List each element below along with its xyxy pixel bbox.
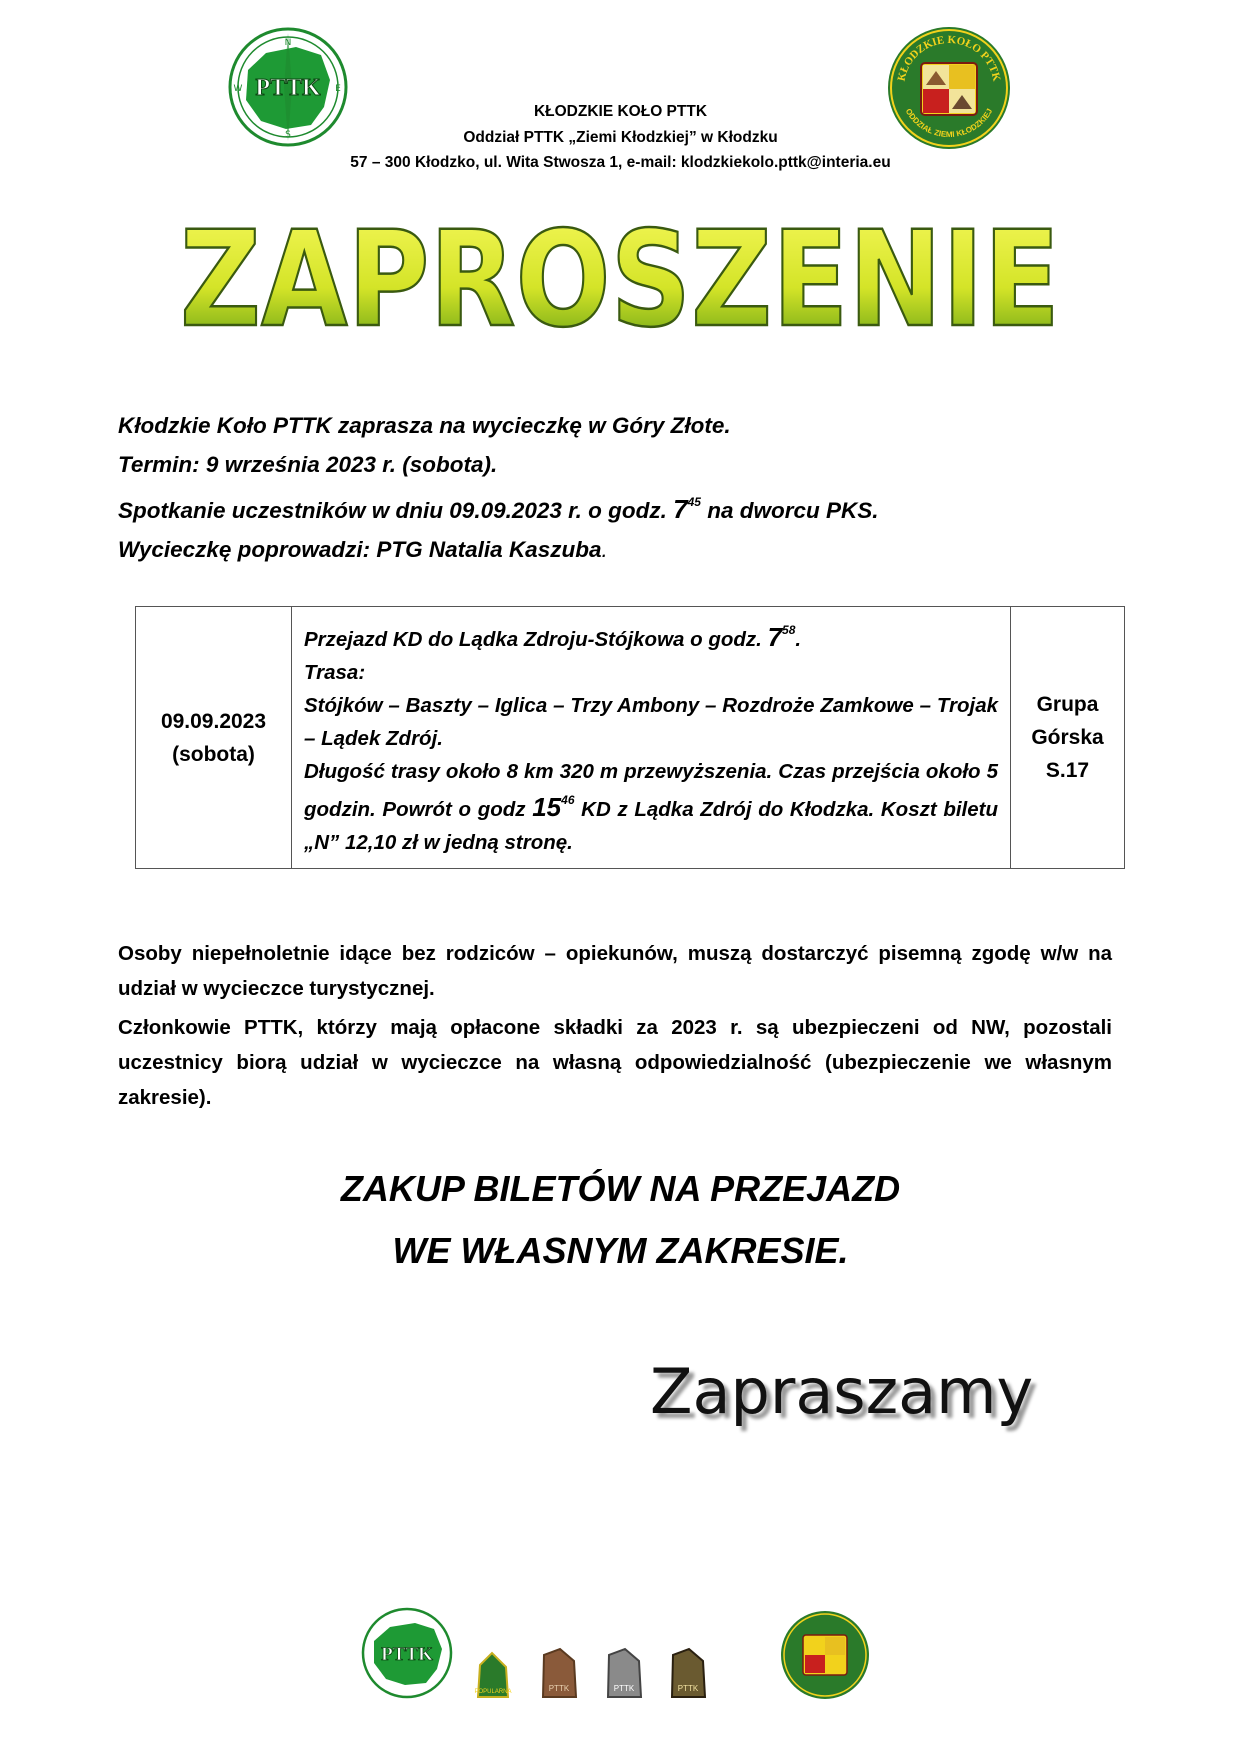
trip-table	[135, 606, 1125, 869]
badge-gold-icon	[672, 1649, 705, 1697]
svg-text:S: S	[285, 130, 291, 140]
trip-group-cell	[1011, 607, 1125, 869]
trip-transfer: Przejazd KD do Lądka Zdroju-Stójkowa o godz. $7^{58}$.	[304, 622, 802, 652]
header-division: Oddział PTTK „Ziemi Kłodzkiej” w Kłodzku	[463, 129, 778, 146]
svg-text:ODDZIAŁ ZIEMI KŁODZKIEJ: ODDZIAŁ ZIEMI KŁODZKIEJ	[903, 106, 995, 139]
intro-invitation: Kłodzkie Koło PTTK zaprasza na wycieczkę w Góry Złote.	[118, 413, 731, 438]
group-code: S.17	[1045, 759, 1090, 782]
footer-kolo-seal	[781, 1611, 869, 1699]
table-row	[136, 607, 1125, 869]
header-address: 57 – 300 Kłodzko, ul. Wita Stwosza 1, e-mail: klodzkiekolo.pttk@interia.eu	[350, 154, 891, 171]
svg-text:E: E	[335, 84, 341, 94]
header-org-name: KŁODZKIE KOŁO PTTK	[533, 103, 708, 120]
note-insurance: Członkowie PTTK, którzy mają opłacone składki za 2023 r. są ubezpieczeni od NW, pozostali uczestnicy biorą udział w wycieczce na własną odpowiedzialność (ubezpieczenie we własnym zakresie).	[118, 1016, 1112, 1109]
svg-text:POPULARNA: POPULARNA	[474, 1689, 512, 1695]
trip-route: Stójków – Baszty – Iglica – Trzy Ambony – Rozdroże Zamkowe – Trojak – Lądek Zdrój.	[304, 694, 998, 750]
svg-text:PTTK: PTTK	[677, 1684, 699, 1693]
badge-popular-icon	[474, 1653, 511, 1697]
group-label: Grupa	[1036, 693, 1099, 716]
svg-text:ZAPROSZENIE: ZAPROSZENIE	[180, 203, 1060, 357]
svg-text:PTTK: PTTK	[381, 1644, 433, 1665]
trip-day: (sobota)	[172, 742, 255, 766]
tickets-line2: WE WŁASNYM ZAKRESIE.	[392, 1230, 849, 1271]
group-type: Górska	[1031, 726, 1104, 749]
footer-logos	[360, 1605, 880, 1705]
badge-bronze-icon	[543, 1649, 576, 1697]
intro-meeting: Spotkanie uczestników w dniu 09.09.2023 r. o godz. $7^{45}$ na dworcu PKS.	[118, 494, 879, 524]
svg-text:W: W	[233, 84, 243, 94]
intro-guide: Wycieczkę poprowadzi: PTG Natalia Kaszuba.	[118, 537, 608, 562]
svg-text:N: N	[284, 38, 292, 48]
trip-date-cell	[136, 607, 292, 869]
svg-text:PTTK: PTTK	[548, 1684, 570, 1693]
badge-silver-icon	[608, 1649, 641, 1697]
svg-text:PTTK: PTTK	[613, 1684, 635, 1693]
footer-pttk-logo	[363, 1609, 451, 1697]
intro-date: Termin: 9 września 2023 r. (sobota).	[118, 452, 498, 477]
trip-details: Długość trasy około 8 km 320 m przewyższenia. Czas przejścia około 5 godzin. Powrót o godz $15^{46}$ KD z Lądka Zdrój do Kłodzka. Koszt biletu „N” 12,10 zł w jedną stronę.	[304, 760, 998, 854]
page-title	[0, 195, 1241, 360]
trip-date: 09.09.2023	[160, 709, 267, 733]
svg-text:KŁODZKIE KOŁO PTTK: KŁODZKIE KOŁO PTTK	[895, 33, 1003, 83]
trip-route-label: Trasa:	[304, 661, 366, 684]
trip-description-cell	[292, 607, 1011, 869]
closing-text: Zapraszamy	[650, 1355, 1034, 1428]
note-minors: Osoby niepełnoletnie idące bez rodziców – opiekunów, muszą dostarczyć pisemną zgodę w/w na udział w wycieczce turystycznej.	[118, 942, 1112, 1000]
svg-text:PTTK: PTTK	[255, 75, 321, 101]
tickets-line1: ZAKUP BILETÓW NA PRZEJAZD	[340, 1168, 901, 1209]
